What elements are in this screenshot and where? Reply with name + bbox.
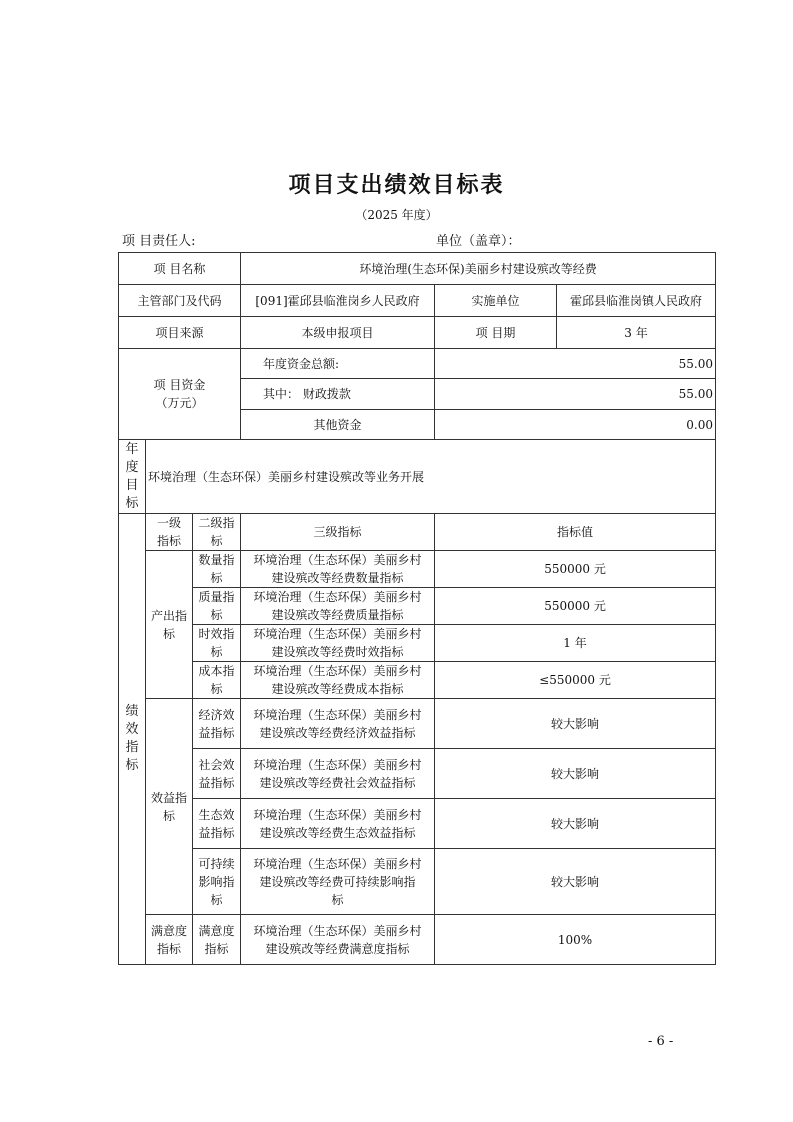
level2-cell: 可持续 影响指 标 <box>193 849 241 915</box>
fund-fiscal-label: 其中： 财政拨款 <box>241 379 435 410</box>
output-indicator-label: 产出指 标 <box>146 551 193 699</box>
level2-cell: 成本指 标 <box>193 662 241 699</box>
level3-cell: 环境治理（生态环保）美丽乡村 建设殡改等经费质量指标 <box>241 588 435 625</box>
level3-cell: 环境治理（生态环保）美丽乡村 建设殡改等经费数量指标 <box>241 551 435 588</box>
indicator-value: 550000 元 <box>435 588 716 625</box>
impl-unit-value: 霍邱县临淮岗镇人民政府 <box>557 285 716 317</box>
impl-unit-label: 实施单位 <box>435 285 557 317</box>
source-label: 项目来源 <box>119 317 241 349</box>
annual-goal-label: 年 度 目 标 <box>119 440 146 514</box>
indicator-value: 550000 元 <box>435 551 716 588</box>
level3-cell: 环境治理（生态环保）美丽乡村 建设殡改等经费可持续影响指 标 <box>241 849 435 915</box>
level2-cell: 数量指 标 <box>193 551 241 588</box>
level3-cell: 环境治理（生态环保）美丽乡村 建设殡改等经费社会效益指标 <box>241 749 435 799</box>
indicator-value: 较大影响 <box>435 749 716 799</box>
level3-cell: 环境治理（生态环保）美丽乡村 建设殡改等经费满意度指标 <box>241 915 435 965</box>
col-value-header: 指标值 <box>435 514 716 551</box>
fund-label <box>119 349 241 440</box>
responsible-person-label: 项 目责任人: <box>122 234 196 249</box>
indicator-value: 较大影响 <box>435 699 716 749</box>
period-value: 3 年 <box>557 317 716 349</box>
source-value: 本级申报项目 <box>241 317 435 349</box>
dept-value: [091]霍邱县临淮岗乡人民政府 <box>241 285 435 317</box>
project-name-label: 项 目名称 <box>119 253 241 285</box>
dept-label: 主管部门及代码 <box>119 285 241 317</box>
satisfaction-indicator-label: 满意度 指标 <box>146 915 193 965</box>
col-level3-header: 三级指标 <box>241 514 435 551</box>
indicator-value: 较大影响 <box>435 849 716 915</box>
level3-cell: 环境治理（生态环保）美丽乡村 建设殡改等经费成本指标 <box>241 662 435 699</box>
fund-other-label: 其他资金 <box>241 410 435 440</box>
performance-goal-table <box>118 252 716 965</box>
level2-cell: 生态效 益指标 <box>193 799 241 849</box>
annual-goal-value: 环境治理（生态环保）美丽乡村建设殡改等业务开展 <box>146 440 716 514</box>
year-subtitle: （2025 年度） <box>355 208 438 222</box>
fund-fiscal-value: 55.00 <box>435 379 716 410</box>
col-level2-header: 二级指 标 <box>193 514 241 551</box>
level2-cell: 社会效 益指标 <box>193 749 241 799</box>
indicator-value: 100% <box>435 915 716 965</box>
indicator-value: 较大影响 <box>435 799 716 849</box>
project-name-value: 环境治理(生态环保)美丽乡村建设殡改等经费 <box>241 253 716 285</box>
level2-cell: 满意度 指标 <box>193 915 241 965</box>
level3-cell: 环境治理（生态环保）美丽乡村 建设殡改等经费时效指标 <box>241 625 435 662</box>
fund-label-line1: 项 目资金 <box>153 378 206 392</box>
indicator-value: ≤550000 元 <box>435 662 716 699</box>
period-label: 项 目期 <box>435 317 557 349</box>
unit-seal-label: 单位（盖章）： <box>436 234 521 249</box>
fund-label-line2: （万元） <box>155 396 204 410</box>
page-number: - 6 - <box>648 1034 674 1049</box>
fund-total-label: 年度资金总额: <box>241 349 435 379</box>
fund-other-value: 0.00 <box>435 410 716 440</box>
indicator-value: 1 年 <box>435 625 716 662</box>
benefit-indicator-label: 效益指 标 <box>146 699 193 915</box>
indicators-section-label: 绩 效 指 标 <box>119 514 146 965</box>
level2-cell: 经济效 益指标 <box>193 699 241 749</box>
level2-cell: 质量指 标 <box>193 588 241 625</box>
col-level1-header: 一级 指标 <box>146 514 193 551</box>
level3-cell: 环境治理（生态环保）美丽乡村 建设殡改等经费经济效益指标 <box>241 699 435 749</box>
level2-cell: 时效指 标 <box>193 625 241 662</box>
level3-cell: 环境治理（生态环保）美丽乡村 建设殡改等经费生态效益指标 <box>241 799 435 849</box>
fund-total-value: 55.00 <box>435 349 716 379</box>
page-title: 项目支出绩效目标表 <box>288 173 505 198</box>
